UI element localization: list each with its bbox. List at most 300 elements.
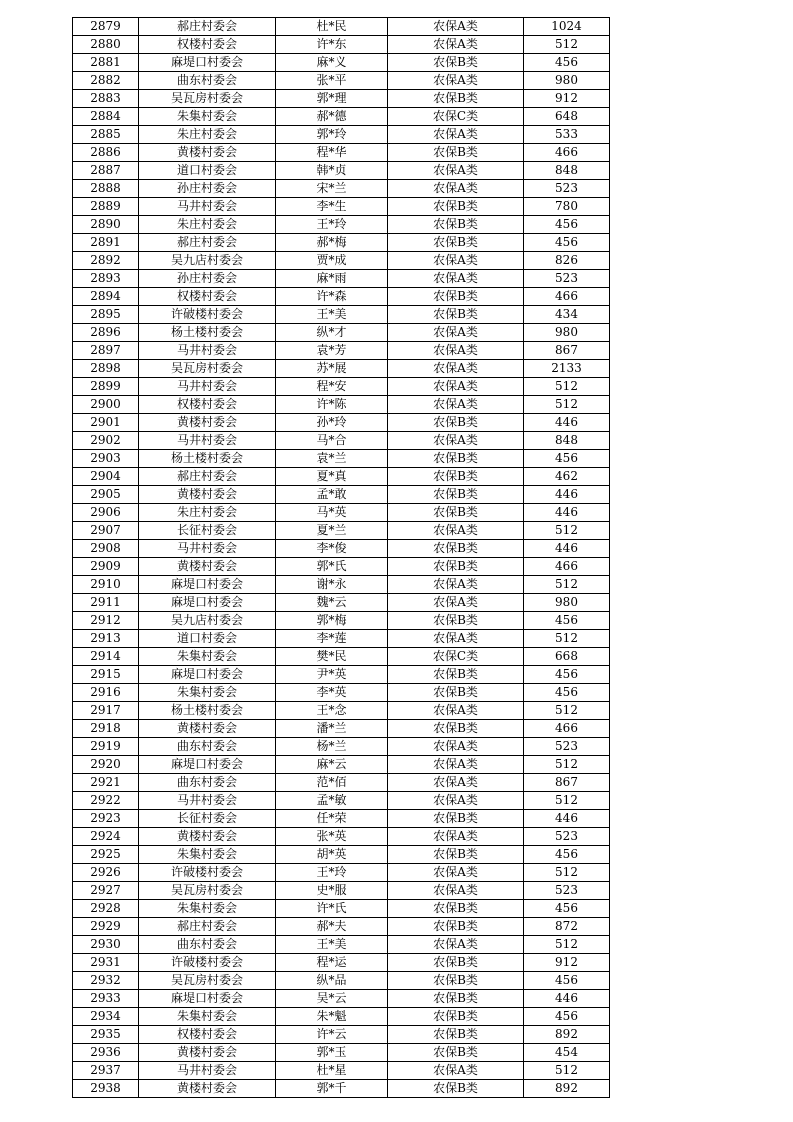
row-number-cell: 2924 [73,828,139,846]
person-name-cell: 郝*梅 [276,234,388,252]
insurance-type-cell: 农保A类 [388,864,524,882]
insurance-type-cell: 农保A类 [388,594,524,612]
amount-cell: 892 [524,1080,610,1098]
amount-cell: 434 [524,306,610,324]
table-row [73,918,610,936]
row-number-cell: 2888 [73,180,139,198]
table-row [73,630,610,648]
row-number-cell: 2880 [73,36,139,54]
amount-cell: 512 [524,630,610,648]
row-number-cell: 2934 [73,1008,139,1026]
person-name-cell: 史*服 [276,882,388,900]
person-name-cell: 范*佰 [276,774,388,792]
row-number-cell: 2913 [73,630,139,648]
amount-cell: 512 [524,936,610,954]
village-cell: 马井村委会 [139,342,276,360]
table-row [73,198,610,216]
table-row [73,792,610,810]
row-number-cell: 2884 [73,108,139,126]
insurance-type-cell: 农保B类 [388,900,524,918]
amount-cell: 512 [524,864,610,882]
amount-cell: 446 [524,414,610,432]
person-name-cell: 郭*理 [276,90,388,108]
amount-cell: 454 [524,1044,610,1062]
row-number-cell: 2931 [73,954,139,972]
insurance-type-cell: 农保B类 [388,540,524,558]
insurance-type-cell: 农保A类 [388,936,524,954]
table-row [73,666,610,684]
village-cell: 黄楼村委会 [139,414,276,432]
table-row [73,162,610,180]
row-number-cell: 2920 [73,756,139,774]
amount-cell: 446 [524,990,610,1008]
row-number-cell: 2905 [73,486,139,504]
amount-cell: 892 [524,1026,610,1044]
table-row [73,324,610,342]
table-row [73,576,610,594]
insurance-type-cell: 农保B类 [388,990,524,1008]
table-row [73,378,610,396]
row-number-cell: 2894 [73,288,139,306]
person-name-cell: 张*英 [276,828,388,846]
village-cell: 朱集村委会 [139,684,276,702]
table-row [73,684,610,702]
amount-cell: 780 [524,198,610,216]
table-row [73,1062,610,1080]
insurance-type-cell: 农保C类 [388,648,524,666]
table-row [73,558,610,576]
table-row [73,180,610,198]
table-row [73,522,610,540]
insurance-type-cell: 农保C类 [388,108,524,126]
person-name-cell: 任*荣 [276,810,388,828]
amount-cell: 512 [524,702,610,720]
table-row [73,36,610,54]
village-cell: 马井村委会 [139,198,276,216]
village-cell: 道口村委会 [139,630,276,648]
person-name-cell: 吴*云 [276,990,388,1008]
amount-cell: 512 [524,378,610,396]
amount-cell: 980 [524,324,610,342]
insurance-type-cell: 农保B类 [388,288,524,306]
row-number-cell: 2923 [73,810,139,828]
insurance-type-cell: 农保B类 [388,846,524,864]
village-cell: 杨土楼村委会 [139,702,276,720]
amount-cell: 446 [524,486,610,504]
person-name-cell: 夏*兰 [276,522,388,540]
amount-cell: 533 [524,126,610,144]
table-row [73,90,610,108]
person-name-cell: 孟*敢 [276,486,388,504]
table-row [73,504,610,522]
amount-cell: 2133 [524,360,610,378]
row-number-cell: 2928 [73,900,139,918]
table-row [73,234,610,252]
insurance-type-cell: 农保A类 [388,18,524,36]
amount-cell: 456 [524,684,610,702]
table-row [73,450,610,468]
table-row [73,1008,610,1026]
insurance-type-cell: 农保B类 [388,720,524,738]
amount-cell: 466 [524,144,610,162]
person-name-cell: 郝*德 [276,108,388,126]
village-cell: 马井村委会 [139,1062,276,1080]
row-number-cell: 2889 [73,198,139,216]
insurance-type-cell: 农保A类 [388,396,524,414]
village-cell: 权楼村委会 [139,396,276,414]
row-number-cell: 2895 [73,306,139,324]
amount-cell: 523 [524,828,610,846]
village-cell: 吴瓦房村委会 [139,972,276,990]
insurance-type-cell: 农保B类 [388,1008,524,1026]
insurance-type-cell: 农保B类 [388,216,524,234]
insurance-type-cell: 农保A类 [388,162,524,180]
person-name-cell: 袁*兰 [276,450,388,468]
person-name-cell: 袁*芳 [276,342,388,360]
row-number-cell: 2916 [73,684,139,702]
amount-cell: 512 [524,36,610,54]
table-row [73,1026,610,1044]
person-name-cell: 郭*千 [276,1080,388,1098]
insurance-type-cell: 农保A类 [388,576,524,594]
person-name-cell: 孙*玲 [276,414,388,432]
village-cell: 朱集村委会 [139,648,276,666]
row-number-cell: 2926 [73,864,139,882]
row-number-cell: 2885 [73,126,139,144]
village-cell: 杨土楼村委会 [139,324,276,342]
insurance-type-cell: 农保A类 [388,774,524,792]
village-cell: 长征村委会 [139,522,276,540]
insurance-type-cell: 农保B类 [388,972,524,990]
village-cell: 曲东村委会 [139,72,276,90]
row-number-cell: 2925 [73,846,139,864]
table-row [73,216,610,234]
insurance-type-cell: 农保B类 [388,468,524,486]
insurance-type-cell: 农保B类 [388,306,524,324]
insurance-type-cell: 农保B类 [388,558,524,576]
village-cell: 长征村委会 [139,810,276,828]
insurance-type-cell: 农保B类 [388,90,524,108]
row-number-cell: 2910 [73,576,139,594]
table-row [73,702,610,720]
insurance-type-cell: 农保A类 [388,378,524,396]
person-name-cell: 郝*夫 [276,918,388,936]
table-row [73,468,610,486]
insurance-type-cell: 农保B类 [388,144,524,162]
amount-cell: 462 [524,468,610,486]
table-row [73,846,610,864]
village-cell: 许破楼村委会 [139,954,276,972]
insurance-type-cell: 农保A类 [388,1062,524,1080]
person-name-cell: 王*念 [276,702,388,720]
person-name-cell: 夏*真 [276,468,388,486]
village-cell: 许破楼村委会 [139,306,276,324]
row-number-cell: 2903 [73,450,139,468]
amount-cell: 466 [524,288,610,306]
person-name-cell: 麻*云 [276,756,388,774]
row-number-cell: 2935 [73,1026,139,1044]
village-cell: 朱庄村委会 [139,504,276,522]
table-row [73,1044,610,1062]
amount-cell: 848 [524,162,610,180]
amount-cell: 512 [524,792,610,810]
table-row [73,306,610,324]
row-number-cell: 2901 [73,414,139,432]
person-name-cell: 朱*魁 [276,1008,388,1026]
village-cell: 黄楼村委会 [139,486,276,504]
table-row [73,144,610,162]
village-cell: 黄楼村委会 [139,828,276,846]
row-number-cell: 2937 [73,1062,139,1080]
insurance-type-cell: 农保A类 [388,432,524,450]
amount-cell: 456 [524,900,610,918]
person-name-cell: 李*俊 [276,540,388,558]
row-number-cell: 2902 [73,432,139,450]
person-name-cell: 潘*兰 [276,720,388,738]
village-cell: 黄楼村委会 [139,144,276,162]
row-number-cell: 2909 [73,558,139,576]
table-row [73,270,610,288]
village-cell: 朱集村委会 [139,900,276,918]
person-name-cell: 杜*星 [276,1062,388,1080]
amount-cell: 523 [524,738,610,756]
row-number-cell: 2921 [73,774,139,792]
person-name-cell: 许*森 [276,288,388,306]
table-row [73,540,610,558]
person-name-cell: 马*英 [276,504,388,522]
row-number-cell: 2897 [73,342,139,360]
amount-cell: 523 [524,270,610,288]
row-number-cell: 2919 [73,738,139,756]
table-row [73,864,610,882]
table-row [73,252,610,270]
row-number-cell: 2915 [73,666,139,684]
row-number-cell: 2938 [73,1080,139,1098]
person-name-cell: 韩*贞 [276,162,388,180]
person-name-cell: 王*玲 [276,864,388,882]
village-cell: 麻堤口村委会 [139,54,276,72]
insurance-type-cell: 农保B类 [388,450,524,468]
village-cell: 吴九店村委会 [139,612,276,630]
row-number-cell: 2898 [73,360,139,378]
person-name-cell: 魏*云 [276,594,388,612]
insurance-type-cell: 农保B类 [388,1044,524,1062]
insurance-type-cell: 农保A类 [388,792,524,810]
amount-cell: 456 [524,216,610,234]
table-row [73,342,610,360]
village-cell: 吴九店村委会 [139,252,276,270]
table-row [73,1080,610,1098]
person-name-cell: 王*美 [276,936,388,954]
person-name-cell: 许*氏 [276,900,388,918]
insurance-type-cell: 农保B类 [388,1026,524,1044]
village-cell: 马井村委会 [139,432,276,450]
insurance-type-cell: 农保A类 [388,252,524,270]
amount-cell: 456 [524,54,610,72]
amount-cell: 523 [524,180,610,198]
row-number-cell: 2890 [73,216,139,234]
village-cell: 黄楼村委会 [139,1080,276,1098]
table-row [73,396,610,414]
village-cell: 权楼村委会 [139,288,276,306]
person-name-cell: 胡*英 [276,846,388,864]
table-row [73,72,610,90]
person-name-cell: 许*陈 [276,396,388,414]
amount-cell: 456 [524,972,610,990]
village-cell: 马井村委会 [139,378,276,396]
person-name-cell: 杨*兰 [276,738,388,756]
table-row [73,648,610,666]
person-name-cell: 孟*敏 [276,792,388,810]
amount-cell: 912 [524,90,610,108]
amount-cell: 446 [524,540,610,558]
person-name-cell: 程*安 [276,378,388,396]
amount-cell: 648 [524,108,610,126]
row-number-cell: 2886 [73,144,139,162]
insurance-type-cell: 农保B类 [388,918,524,936]
person-name-cell: 麻*雨 [276,270,388,288]
person-name-cell: 纵*品 [276,972,388,990]
row-number-cell: 2891 [73,234,139,252]
amount-cell: 446 [524,810,610,828]
amount-cell: 456 [524,1008,610,1026]
insurance-type-cell: 农保A类 [388,180,524,198]
person-name-cell: 宋*兰 [276,180,388,198]
table-row [73,936,610,954]
table-row [73,774,610,792]
village-cell: 孙庄村委会 [139,270,276,288]
village-cell: 麻堤口村委会 [139,990,276,1008]
row-number-cell: 2927 [73,882,139,900]
insurance-type-cell: 农保A类 [388,756,524,774]
table-row [73,990,610,1008]
amount-cell: 456 [524,846,610,864]
insurance-type-cell: 农保B类 [388,810,524,828]
person-name-cell: 杜*民 [276,18,388,36]
insurance-type-cell: 农保A类 [388,126,524,144]
amount-cell: 848 [524,432,610,450]
village-cell: 朱集村委会 [139,846,276,864]
table-row [73,108,610,126]
insurance-type-cell: 农保B类 [388,684,524,702]
row-number-cell: 2929 [73,918,139,936]
village-cell: 朱集村委会 [139,108,276,126]
village-cell: 吴瓦房村委会 [139,882,276,900]
row-number-cell: 2922 [73,792,139,810]
insurance-type-cell: 农保A类 [388,36,524,54]
row-number-cell: 2879 [73,18,139,36]
person-name-cell: 许*东 [276,36,388,54]
table-row [73,414,610,432]
insurance-type-cell: 农保A类 [388,828,524,846]
insurance-type-cell: 农保B类 [388,666,524,684]
insurance-type-cell: 农保B类 [388,486,524,504]
table-row [73,486,610,504]
village-cell: 黄楼村委会 [139,1044,276,1062]
table-body [73,18,610,1098]
table-row [73,432,610,450]
amount-cell: 512 [524,1062,610,1080]
amount-cell: 446 [524,504,610,522]
person-name-cell: 郭*氏 [276,558,388,576]
row-number-cell: 2936 [73,1044,139,1062]
person-name-cell: 李*英 [276,684,388,702]
data-table [72,17,610,1098]
row-number-cell: 2892 [73,252,139,270]
amount-cell: 456 [524,666,610,684]
row-number-cell: 2933 [73,990,139,1008]
village-cell: 朱庄村委会 [139,126,276,144]
amount-cell: 466 [524,720,610,738]
village-cell: 杨土楼村委会 [139,450,276,468]
amount-cell: 523 [524,882,610,900]
village-cell: 麻堤口村委会 [139,666,276,684]
village-cell: 曲东村委会 [139,774,276,792]
row-number-cell: 2932 [73,972,139,990]
amount-cell: 512 [524,576,610,594]
village-cell: 曲东村委会 [139,936,276,954]
row-number-cell: 2881 [73,54,139,72]
insurance-type-cell: 农保B类 [388,1080,524,1098]
table-row [73,54,610,72]
amount-cell: 512 [524,756,610,774]
person-name-cell: 张*平 [276,72,388,90]
table-row [73,738,610,756]
person-name-cell: 许*云 [276,1026,388,1044]
table-row [73,612,610,630]
insurance-type-cell: 农保A类 [388,702,524,720]
row-number-cell: 2911 [73,594,139,612]
village-cell: 朱集村委会 [139,1008,276,1026]
village-cell: 吴瓦房村委会 [139,360,276,378]
person-name-cell: 王*玲 [276,216,388,234]
insurance-type-cell: 农保B类 [388,198,524,216]
person-name-cell: 郭*玉 [276,1044,388,1062]
row-number-cell: 2893 [73,270,139,288]
row-number-cell: 2906 [73,504,139,522]
person-name-cell: 麻*义 [276,54,388,72]
amount-cell: 980 [524,72,610,90]
amount-cell: 1024 [524,18,610,36]
person-name-cell: 王*美 [276,306,388,324]
person-name-cell: 樊*民 [276,648,388,666]
row-number-cell: 2930 [73,936,139,954]
person-name-cell: 李*莲 [276,630,388,648]
village-cell: 许破楼村委会 [139,864,276,882]
village-cell: 郝庄村委会 [139,234,276,252]
village-cell: 麻堤口村委会 [139,594,276,612]
row-number-cell: 2904 [73,468,139,486]
insurance-type-cell: 农保A类 [388,270,524,288]
insurance-type-cell: 农保A类 [388,522,524,540]
amount-cell: 466 [524,558,610,576]
village-cell: 马井村委会 [139,540,276,558]
village-cell: 吴瓦房村委会 [139,90,276,108]
table-row [73,126,610,144]
amount-cell: 668 [524,648,610,666]
table-row [73,594,610,612]
amount-cell: 456 [524,450,610,468]
table-row [73,972,610,990]
amount-cell: 512 [524,396,610,414]
amount-cell: 826 [524,252,610,270]
insurance-type-cell: 农保A类 [388,630,524,648]
village-cell: 孙庄村委会 [139,180,276,198]
table-row [73,720,610,738]
amount-cell: 912 [524,954,610,972]
village-cell: 朱庄村委会 [139,216,276,234]
insurance-type-cell: 农保B类 [388,954,524,972]
